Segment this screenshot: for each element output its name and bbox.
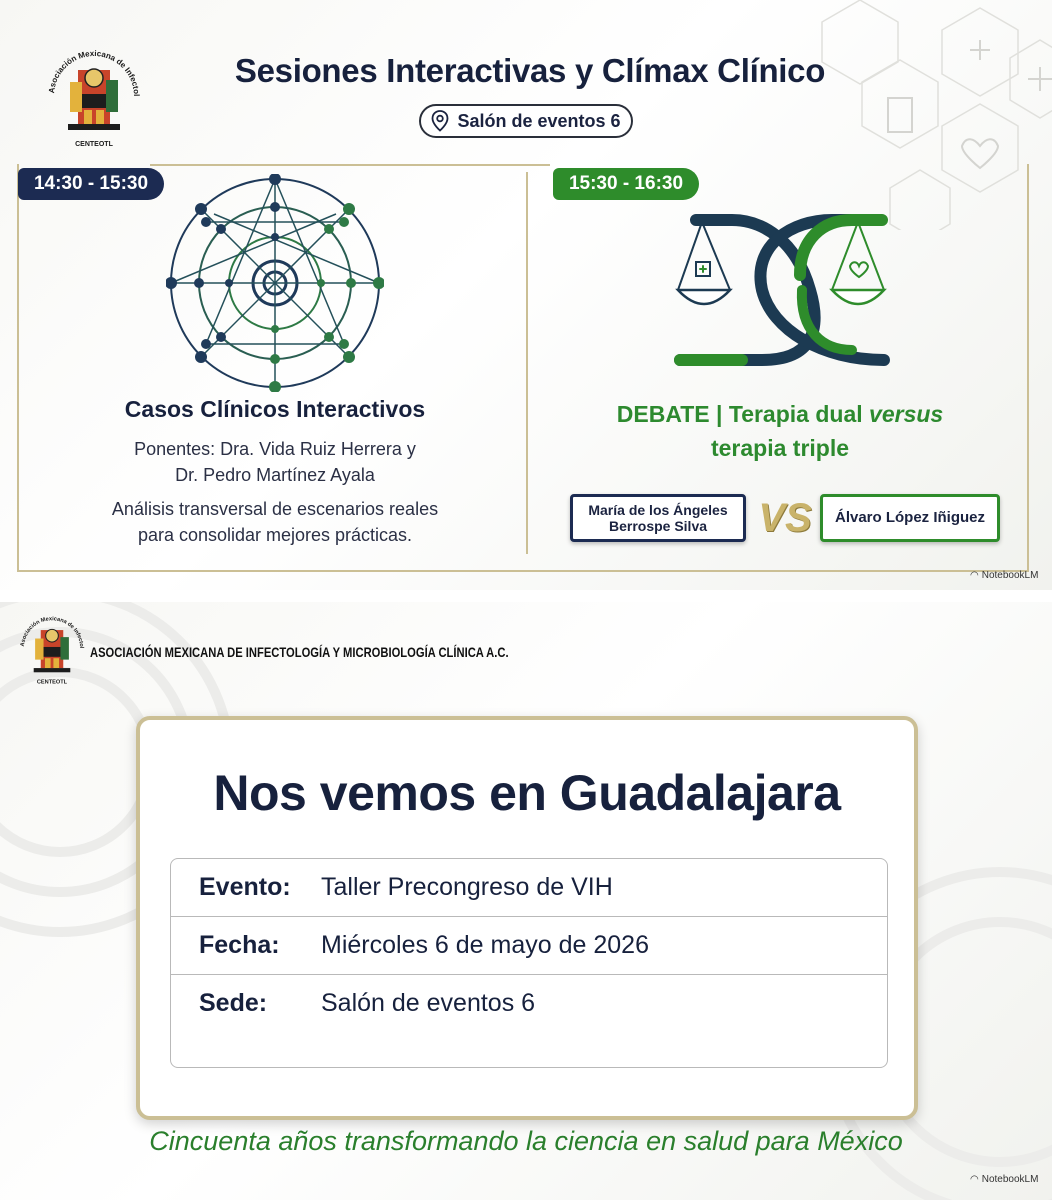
info-label: Sede: [199, 988, 268, 1017]
notebooklm-icon: ◠ [970, 570, 979, 581]
venue-label: Salón de eventos 6 [457, 110, 621, 131]
location-pin-icon [431, 110, 449, 132]
debate-title-main: DEBATE | Terapia dual [616, 401, 870, 427]
info-value: Salón de eventos 6 [321, 988, 536, 1017]
debater-a-line1: María de los Ángeles [588, 502, 728, 518]
time-badge-right: 15:30 - 16:30 [553, 168, 699, 200]
notebooklm-icon: ◠ [970, 1174, 979, 1185]
association-logo [14, 604, 90, 704]
closing-slide [0, 602, 1052, 1200]
description-line-2: para consolidar mejores prácticas. [137, 525, 413, 545]
debate-title-versus: versus [869, 401, 944, 427]
info-value: Miércoles 6 de mayo de 2026 [321, 931, 649, 959]
debater-b-box: Álvaro López Iñiguez [820, 494, 1000, 542]
session-slide [0, 0, 1052, 590]
info-label: Evento: [199, 873, 291, 901]
svg-text:Asociación Mexicana de Infecto: Asociación Mexicana de Infectol [19, 616, 85, 649]
debate-title [560, 397, 1000, 465]
column-divider [526, 172, 528, 554]
event-info-table [170, 858, 888, 1068]
balance-scale-icon [672, 200, 894, 372]
info-row-event [171, 859, 887, 917]
svg-text:Asociación Mexicana de Infecto: Asociación Mexicana de Infectol [47, 48, 142, 97]
speakers-line-2: Dr. Pedro Martínez Ayala [175, 465, 375, 485]
event-card [136, 716, 918, 1120]
time-badge-left: 14:30 - 15:30 [18, 168, 164, 200]
info-label: Fecha: [199, 931, 280, 959]
info-row-date [171, 917, 887, 975]
organization-name: ASOCIACIÓN MEXICANA DE INFECTOLOGÍA Y MICROBIOLOGÍA CLÍNICA A.C. [90, 644, 509, 660]
description-line-1: Análisis transversal de escenarios reales [111, 499, 439, 519]
svg-text:CENTEOTL: CENTEOTL [75, 141, 113, 148]
info-value: Taller Precongreso de VIH [321, 873, 613, 901]
watermark [970, 1174, 1038, 1185]
info-row-venue [171, 975, 887, 1031]
tagline: Cincuenta años transformando la ciencia en salud para México [149, 1126, 903, 1156]
network-sphere-icon [166, 174, 384, 392]
debate-title-line2: terapia triple [710, 435, 850, 461]
versus-badge: VS [758, 496, 812, 540]
watermark [970, 570, 1038, 581]
venue-badge [419, 104, 633, 138]
watermark-text: NotebookLM [981, 1174, 1039, 1185]
speakers-line-1: Ponentes: Dra. Vida Ruiz Herrera y [134, 439, 416, 459]
association-logo [40, 34, 148, 154]
page-title: Sesiones Interactivas y Clímax Clínico [234, 52, 826, 89]
watermark-text: NotebookLM [981, 570, 1039, 581]
card-title: Nos vemos en Guadalajara [213, 765, 841, 821]
debater-a-box [570, 494, 746, 542]
session-title-left: Casos Clínicos Interactivos [124, 396, 426, 422]
debater-a-line2: Berrospe Silva [608, 518, 708, 534]
svg-text:CENTEOTL: CENTEOTL [36, 679, 68, 686]
